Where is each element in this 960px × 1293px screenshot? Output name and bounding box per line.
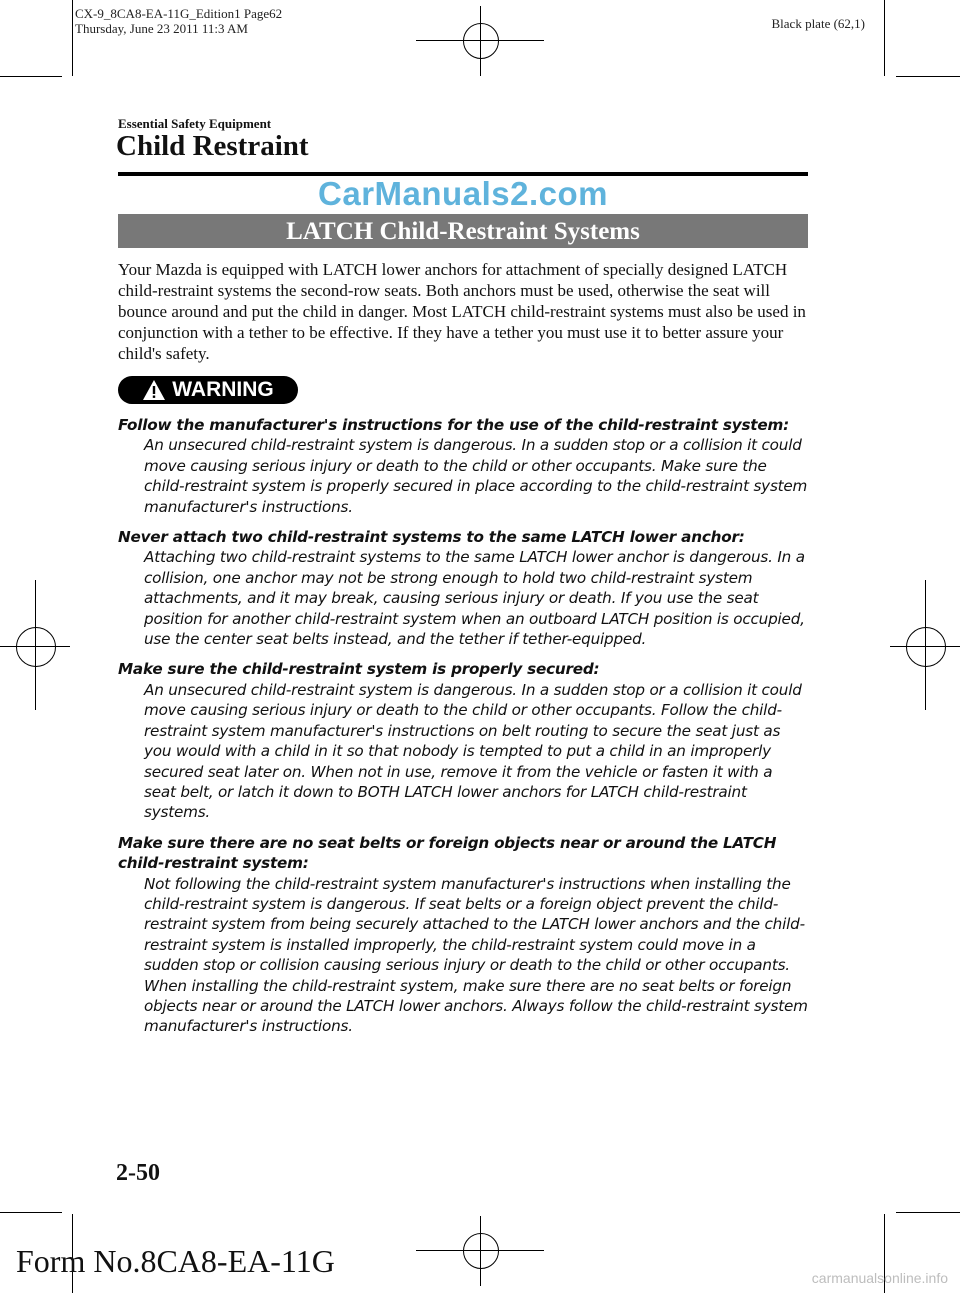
form-number: Form No.8CA8-EA-11G [16,1243,335,1279]
warning-item [118,415,808,517]
warning-body: An unsecured child-restraint system is dangerous. In a sudden stop or a collision it could move causing serious injury or death to the child or other occupants. Make sure the child-restraint system is properly secured in place according to the child-restraint system manufacturer's instructions. [144,436,808,516]
print-job-info [75,6,282,36]
intro-paragraph: Your Mazda is equipped with LATCH lower anchors for attachment of specially designed LATCH child-restraint systems the second-row seats. Both anchors must be used, otherwise the seat will bounce around and put the child in danger. Most LATCH child-restraint systems must also be used in conjunction with a tether to be effective. If they have a tether you must use it to better assure your child's safety. [118,260,806,363]
section-label: Essential Safety Equipment [118,116,272,131]
warning-badge [118,376,298,404]
plate-label: Black plate (62,1) [771,16,865,31]
warning-heading: Never attach two child-restraint systems to the same LATCH lower anchor: [118,528,745,547]
warning-item [118,833,808,1037]
warning-triangle-icon [142,379,166,401]
warning-label: WARNING [172,378,274,401]
watermark-top: CarManuals2.com [318,175,608,212]
page-title: Child Restraint [116,130,309,162]
warning-body: Not following the child-restraint system manufacturer's instructions when installing the child-restraint system is dangerous. If seat belts or a foreign object prevent the child-restraint system from being securely attached to the LATCH lower anchors and the child-restraint system is installed improperly, the child-restraint system could move in a sudden stop or collision causing serious injury or death to the child or other occupants. When installing the child-restraint system, make sure there are no seat belts or foreign objects near or around the LATCH lower anchors. Always follow the child-restraint system manufacturer's instructions. [144,874,808,1036]
watermark-bottom: carmanualsonline.info [811,1270,948,1286]
page-number: 2-50 [116,1160,160,1186]
section-heading: LATCH Child-Restraint Systems [118,214,808,248]
warning-body: Attaching two child-restraint systems to the same LATCH lower anchor is dangerous. In a collision, one anchor may not be strong enough to hold two child-restraint system attachments, and it may break, causing serious injury or death. If you use the seat position for another child-restraint system when an outboard LATCH position is occupied, use the center seat belts instead, and the tether if tether-equipped. [144,548,805,649]
warning-list [118,415,808,1047]
warning-heading: Make sure there are no seat belts or foreign objects near or around the LATCH child-restraint system: [118,833,777,873]
warning-item [118,659,808,822]
print-job-line-2: Thursday, June 23 2011 11:3 AM [75,21,248,36]
warning-heading: Make sure the child-restraint system is properly secured: [118,660,600,679]
print-job-line-1: CX-9_8CA8-EA-11G_Edition1 Page62 [75,6,283,21]
warning-body: An unsecured child-restraint system is dangerous. In a sudden stop or a collision it could move causing serious injury or death to the child or other occupants. Follow the child-restraint system manufacturer's instructions on belt routing to secure the seat just as you would with a child in it so that nobody is tempted to put a child in an improperly secured seat later on. When not in use, remove it from the vehicle or fasten it with a seat belt, or latch it down to BOTH LATCH lower anchors for LATCH child-restraint systems. [144,680,802,822]
warning-item [118,527,808,649]
warning-heading: Follow the manufacturer's instructions for the use of the child-restraint system: [118,416,789,434]
